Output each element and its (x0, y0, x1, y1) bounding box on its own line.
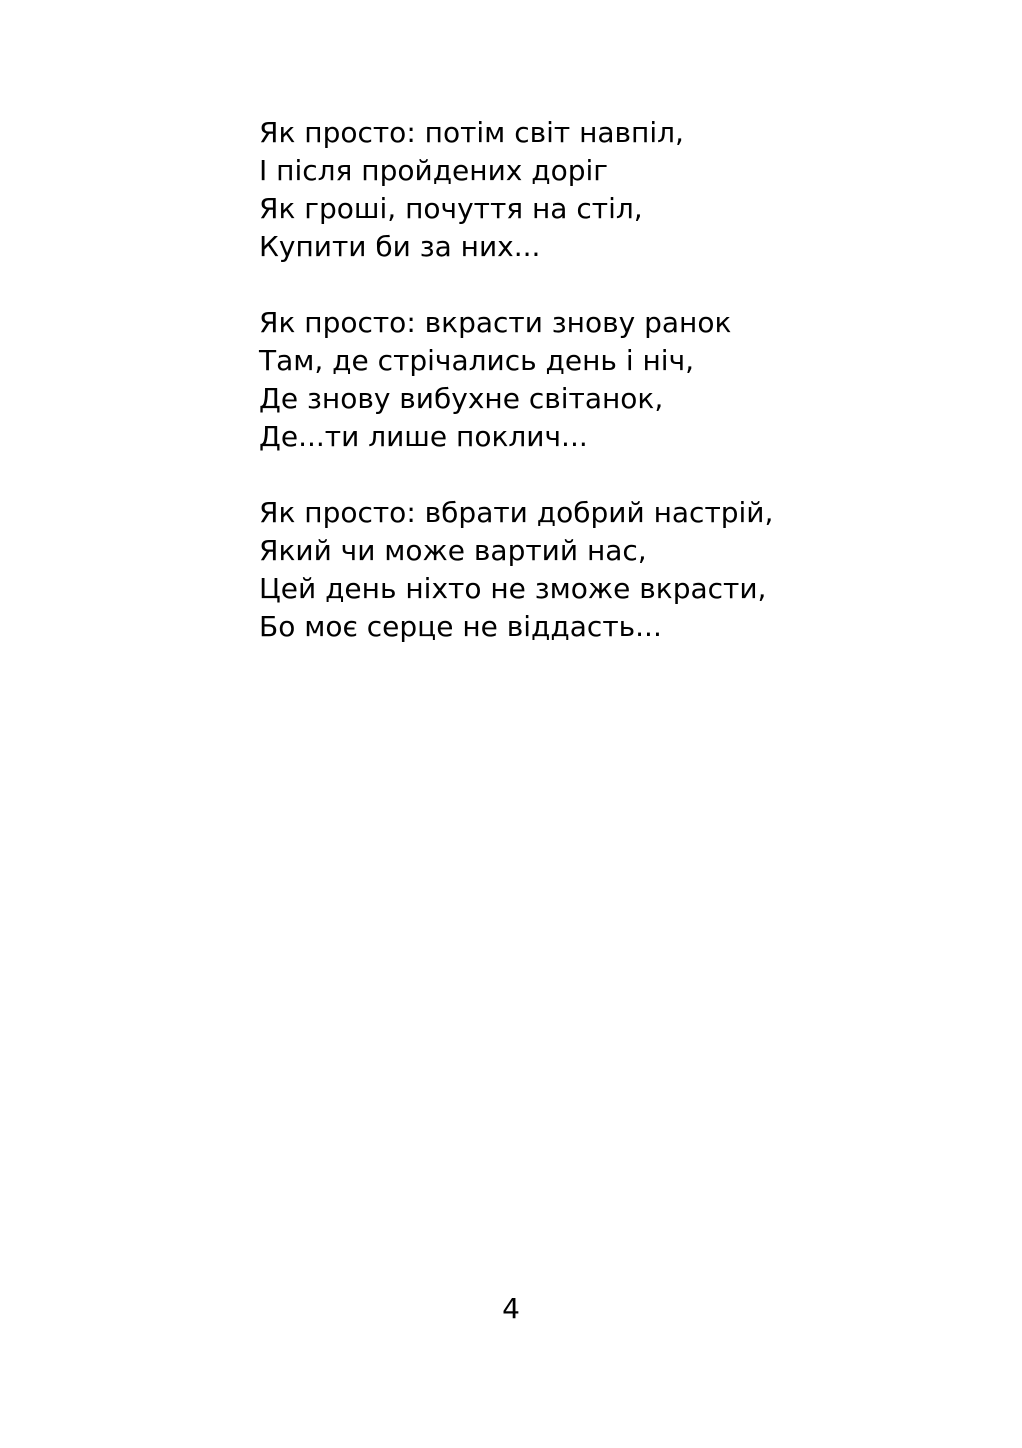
poem-line: Там, де стрічались день і ніч, (259, 344, 695, 377)
poem-line: Де знову вибухне світанок, (259, 382, 664, 415)
stanza-2 (259, 304, 959, 456)
page-number: 4 (502, 1292, 520, 1325)
poem-line: Як просто: вбрати добрий настрій, (259, 496, 774, 529)
poem-line: Купити би за них... (259, 230, 541, 263)
stanza-1 (259, 114, 959, 266)
poem-line: Як гроші, почуття на стіл, (259, 192, 643, 225)
poem-line: Як просто: вкрасти знову ранок (259, 306, 732, 339)
poem-line: Як просто: потім світ навпіл, (259, 116, 684, 149)
stanza-3 (259, 494, 959, 646)
poem (259, 114, 959, 684)
poem-line: Бо моє серце не віддасть... (259, 610, 662, 643)
poem-line: Де...ти лише поклич... (259, 420, 588, 453)
poem-line: Цей день ніхто не зможе вкрасти, (259, 572, 767, 605)
poem-line: Який чи може вартий нас, (259, 534, 647, 567)
poem-line: І після пройдених доріг (259, 154, 609, 187)
